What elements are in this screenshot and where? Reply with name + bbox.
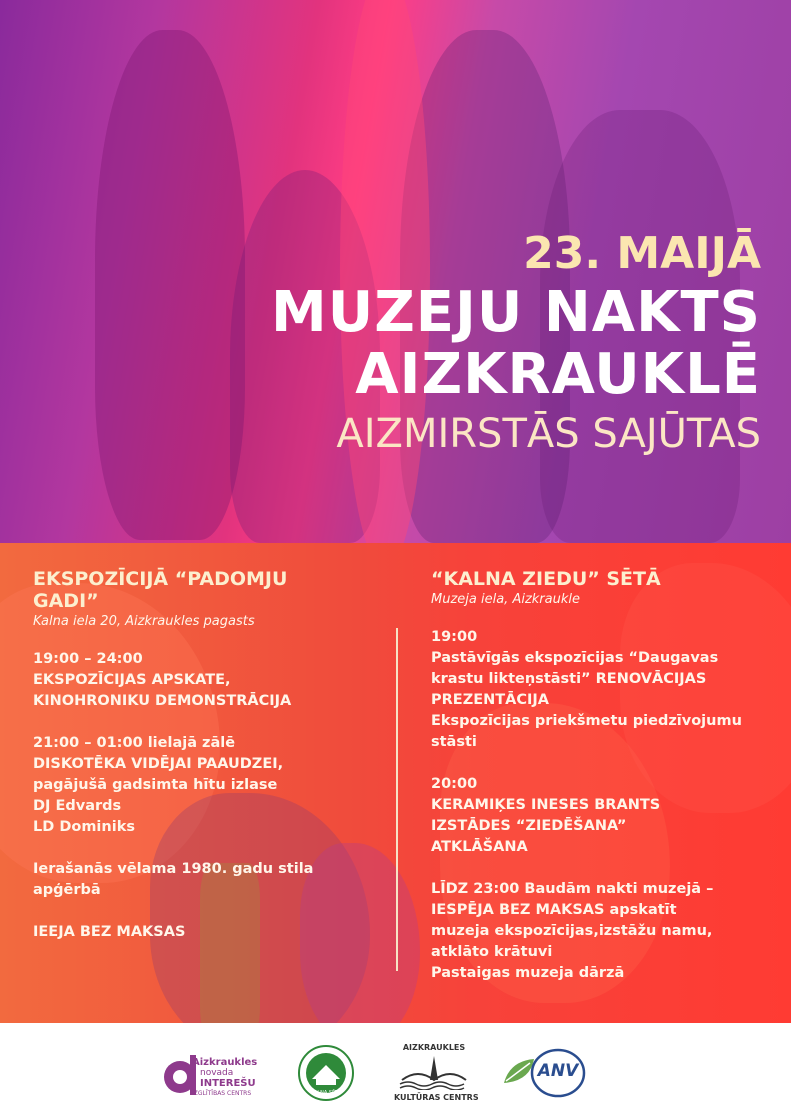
left-heading-line-2: GADI” — [33, 590, 99, 612]
logo3-bottom-text: KULTŪRAS CENTRS — [394, 1093, 479, 1102]
interest-education-centre-logo — [160, 1047, 270, 1099]
right-text-line: LĪDZ 23:00 Baudām nakti muzejā – — [431, 881, 714, 897]
logo1-line-1: Aizkraukles — [192, 1057, 258, 1068]
right-text-line: 19:00 — [431, 629, 478, 645]
logo1-line-3: INTEREŠU — [200, 1078, 256, 1089]
logo3-top-text: AIZKRAUKLES — [402, 1043, 466, 1052]
right-text-line: Pastaigas muzeja dārzā — [431, 965, 625, 981]
left-address: Kalna iela 20, Aizkraukles pagasts — [33, 614, 255, 629]
right-text-line: stāsti — [431, 734, 477, 750]
logo2-text: KALNA SĒTA — [310, 1090, 342, 1096]
right-column — [431, 568, 771, 984]
right-address: Muzeja iela, Aizkraukle — [431, 592, 580, 607]
left-text-line: 21:00 – 01:00 lielajā zālē — [33, 735, 236, 751]
right-text-line: KERAMIĶES INESES BRANTS — [431, 797, 661, 813]
left-text-line: apģērbā — [33, 882, 101, 898]
logo1-line-4: IZGLĪTĪBAS CENTRS — [192, 1090, 252, 1097]
left-text-line: EKSPOZĪCIJAS APSKATE, — [33, 672, 231, 688]
program-section — [0, 543, 791, 1023]
left-text-line: IEEJA BEZ MAKSAS — [33, 924, 186, 940]
anv-logo — [500, 1045, 590, 1101]
right-text-line: Ekspozīcijas priekšmetu piedzīvojumu — [431, 713, 742, 729]
left-text-line: DJ Edvards — [33, 798, 122, 814]
left-text-line: LD Dominiks — [33, 819, 135, 835]
culture-centre-logo — [394, 1043, 479, 1103]
right-text-line: atklāto krātuvi — [431, 944, 553, 960]
left-text-line: DISKOTĒKA VIDĒJAI PAAUDZEI, — [33, 756, 284, 772]
left-heading-line-1: EKSPOZĪCIJĀ “PADOMJU — [33, 568, 288, 590]
logo1-line-2: novada — [200, 1068, 234, 1078]
logo4-text: ANV — [537, 1061, 579, 1081]
right-heading: “KALNA ZIEDU” SĒTĀ — [431, 568, 661, 590]
hero-banner — [0, 0, 791, 543]
right-text-line: krastu likteņstāsti” RENOVĀCIJAS — [431, 671, 707, 687]
column-divider — [396, 628, 398, 971]
sponsor-logos — [0, 1023, 791, 1120]
silhouette-shape — [95, 30, 245, 540]
title-line-1: MUZEJU NAKTS — [271, 280, 761, 345]
right-text-line: PREZENTĀCIJA — [431, 692, 550, 708]
light-streak — [340, 0, 430, 543]
left-text-line: Ierašanās vēlama 1980. gadu stila — [33, 861, 314, 877]
left-text-line: KINOHRONIKU DEMONSTRĀCIJA — [33, 693, 292, 709]
right-text-line: ATKLĀŠANA — [431, 839, 528, 855]
event-subtitle: AIZMIRSTĀS SAJŪTAS — [336, 411, 761, 457]
title-line-2: AIZKRAUKLĒ — [355, 342, 761, 407]
bridge-waves-icon — [394, 1054, 474, 1090]
left-text-line: 19:00 – 24:00 — [33, 651, 143, 667]
right-text-line: IZSTĀDES “ZIEDĒŠANA” — [431, 818, 627, 834]
kalna-seta-logo — [298, 1045, 354, 1101]
event-date: 23. MAIJĀ — [523, 228, 761, 279]
left-column — [33, 568, 383, 943]
right-text-line: IESPĒJA BEZ MAKSAS apskatīt — [431, 902, 677, 918]
right-text-line: 20:00 — [431, 776, 478, 792]
right-text-line: muzeja ekspozīcijas,izstāžu namu, — [431, 923, 713, 939]
left-text-line: pagājušā gadsimta hītu izlase — [33, 777, 278, 793]
right-text-line: Pastāvīgās ekspozīcijas “Daugavas — [431, 650, 719, 666]
